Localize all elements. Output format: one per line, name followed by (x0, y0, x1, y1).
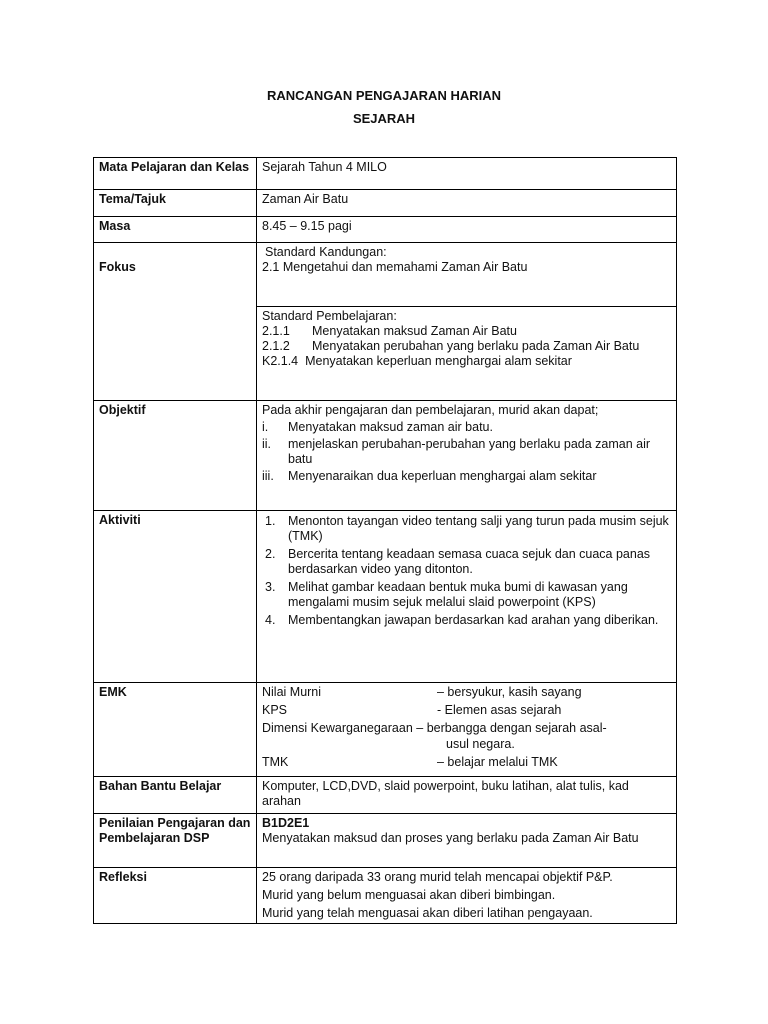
document-subtitle: SEJARAH (352, 111, 416, 126)
aktiviti-number: 2. (265, 547, 276, 561)
sp-item-number: K2.1.4 (262, 354, 299, 368)
aktiviti-item (262, 580, 671, 610)
row-emk (94, 683, 677, 777)
sp-item (262, 339, 671, 354)
value-standard-pembelajaran (257, 307, 677, 401)
value-mata-pelajaran: Sejarah Tahun 4 MILO (257, 158, 677, 190)
aktiviti-number: 3. (265, 580, 276, 594)
label-penilaian: Penilaian Pengajaran dan Pembelajaran DSP (94, 814, 257, 868)
aktiviti-text: Menonton tayangan video tentang salji yang turun pada musim sejuk (TMK) (288, 514, 669, 543)
emk-continuation: usul negara. (446, 737, 515, 751)
sp-item-text: Menyatakan maksud Zaman Air Batu (312, 324, 517, 338)
label-tema: Tema/Tajuk (94, 190, 257, 217)
objektif-text: Menyatakan maksud zaman air batu. (288, 420, 493, 434)
objektif-text: Menyenaraikan dua keperluan menghargai alam sekitar (288, 469, 597, 483)
sp-item (262, 354, 671, 369)
emk-key: Nilai Murni (262, 685, 322, 699)
objektif-number: ii. (262, 437, 272, 451)
emk-key: KPS (262, 703, 288, 717)
emk-value: – belajar melalui TMK (437, 755, 558, 769)
refleksi-line: 25 orang daripada 33 orang murid telah mencapai objektif P&P. (262, 870, 613, 884)
penilaian-code: B1D2E1 (262, 816, 310, 830)
sp-heading: Standard Pembelajaran: (262, 309, 397, 323)
objektif-item (262, 437, 671, 467)
value-penilaian (257, 814, 677, 868)
label-fokus-text: Fokus (99, 260, 136, 274)
aktiviti-number: 1. (265, 514, 276, 528)
value-objektif (257, 401, 677, 511)
value-standard-kandungan (257, 243, 677, 307)
row-objektif (94, 401, 677, 511)
value-tema: Zaman Air Batu (257, 190, 677, 217)
emk-value: – berbangga dengan sejarah asal- (416, 721, 607, 735)
label-fokus (94, 243, 257, 401)
objektif-item (262, 420, 671, 435)
emk-item (262, 703, 671, 718)
emk-key: TMK (262, 755, 289, 769)
row-tema (94, 190, 677, 217)
emk-value: – bersyukur, kasih sayang (437, 685, 582, 699)
aktiviti-list (262, 514, 671, 628)
row-bahan (94, 777, 677, 814)
value-aktiviti (257, 511, 677, 683)
emk-key: Dimensi Kewarganegaraan (262, 721, 413, 735)
row-penilaian (94, 814, 677, 868)
objektif-text: menjelaskan perubahan-perubahan yang berlaku pada zaman air batu (288, 437, 651, 466)
label-mata-pelajaran: Mata Pelajaran dan Kelas (94, 158, 257, 190)
label-refleksi: Refleksi (94, 868, 257, 924)
value-masa: 8.45 – 9.15 pagi (257, 217, 677, 243)
objektif-number: iii. (262, 469, 274, 483)
emk-value: - Elemen asas sejarah (437, 703, 562, 717)
sp-item-number: 2.1.2 (262, 339, 290, 353)
sp-item-text: Menyatakan keperluan menghargai alam sekitar (305, 354, 572, 368)
sp-item-text: Menyatakan perubahan yang berlaku pada Zaman Air Batu (312, 339, 640, 353)
emk-item (262, 755, 671, 770)
penilaian-text: Menyatakan maksud dan proses yang berlaku pada Zaman Air Batu (262, 831, 639, 845)
aktiviti-text: Bercerita tentang keadaan semasa cuaca sejuk dan cuaca panas berdasarkan video yang ditonton. (288, 547, 651, 576)
aktiviti-text: Melihat gambar keadaan bentuk muka bumi di kawasan yang mengalami musim sejuk melalui slaid powerpoint (KPS) (288, 580, 628, 609)
objektif-item (262, 469, 671, 484)
row-refleksi (94, 868, 677, 924)
label-aktiviti: Aktiviti (94, 511, 257, 683)
sp-item (262, 324, 671, 339)
row-fokus-sk (94, 243, 677, 307)
label-emk: EMK (94, 683, 257, 777)
objektif-list (262, 420, 671, 484)
row-aktiviti (94, 511, 677, 683)
value-emk (257, 683, 677, 777)
row-mata-pelajaran (94, 158, 677, 190)
aktiviti-item (262, 514, 671, 544)
emk-item (262, 721, 671, 736)
sk-item: 2.1 Mengetahui dan memahami Zaman Air Batu (262, 260, 528, 274)
value-refleksi (257, 868, 677, 924)
row-masa (94, 217, 677, 243)
objektif-intro: Pada akhir pengajaran dan pembelajaran, murid akan dapat; (262, 403, 599, 417)
label-bahan: Bahan Bantu Belajar (94, 777, 257, 814)
aktiviti-item (262, 547, 671, 577)
aktiviti-item (262, 613, 671, 628)
label-objektif: Objektif (94, 401, 257, 511)
lesson-plan-table (93, 157, 677, 924)
refleksi-line: Murid yang belum menguasai akan diberi bimbingan. (262, 888, 556, 902)
objektif-number: i. (262, 420, 269, 434)
document-title: RANCANGAN PENGAJARAN HARIAN (266, 88, 501, 103)
label-masa: Masa (94, 217, 257, 243)
emk-item (262, 685, 671, 700)
refleksi-line: Murid yang telah menguasai akan diberi latihan pengayaan. (262, 906, 593, 920)
value-bahan: Komputer, LCD,DVD, slaid powerpoint, buku latihan, alat tulis, kad arahan (257, 777, 677, 814)
aktiviti-number: 4. (265, 613, 276, 627)
aktiviti-text: Membentangkan jawapan berdasarkan kad arahan yang diberikan. (288, 613, 659, 627)
sk-heading: Standard Kandungan: (265, 245, 387, 259)
sp-item-number: 2.1.1 (262, 324, 290, 338)
